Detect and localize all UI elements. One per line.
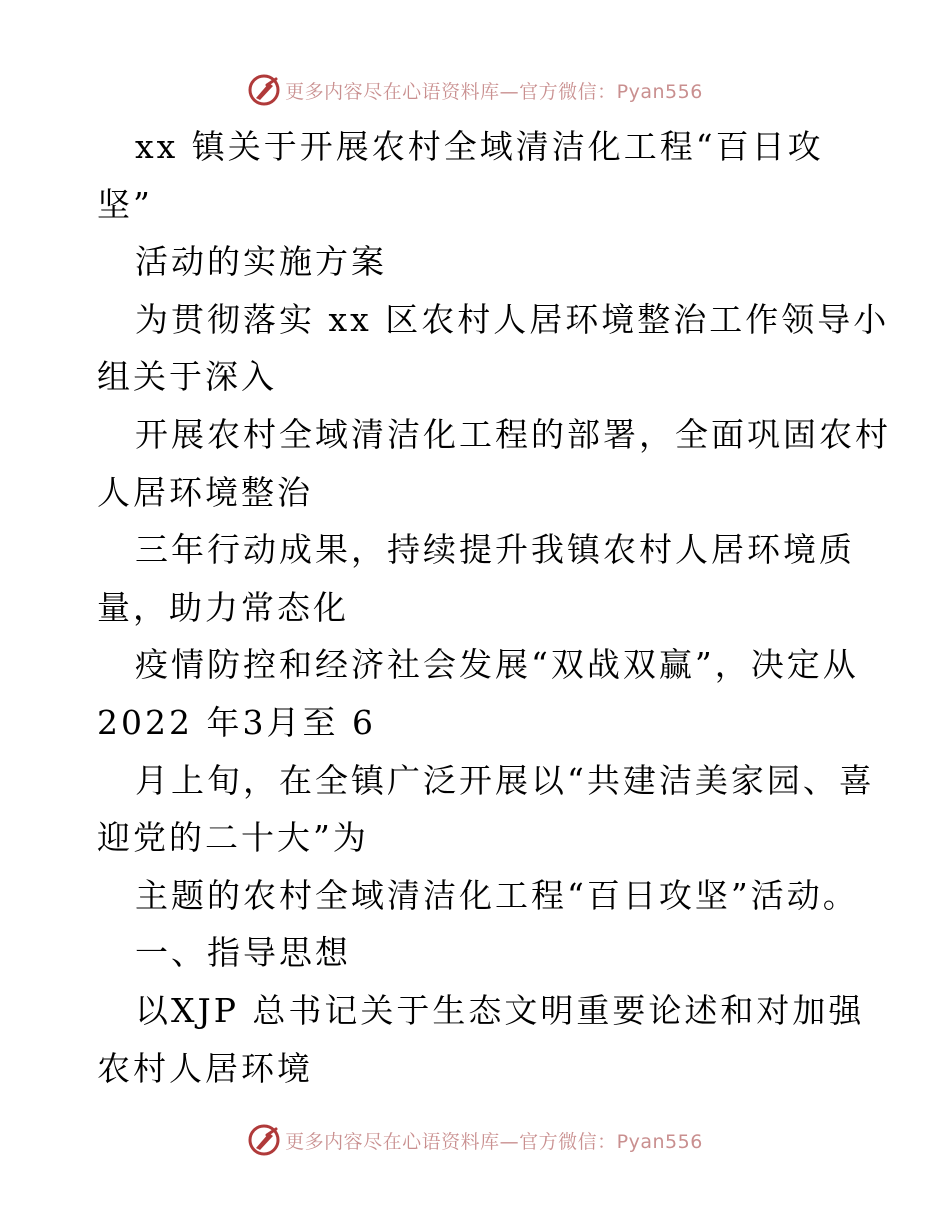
text-line: 为贯彻落实 xx 区农村人居环境整治工作领导小	[135, 299, 890, 339]
section-heading: 一、指导思想	[135, 933, 351, 973]
text-line: 主题的农村全域清洁化工程“百日攻坚”活动。	[135, 875, 859, 915]
brush-logo-icon	[247, 73, 281, 107]
text-line: 月上旬，在全镇广泛开展以“共建洁美家园、喜	[135, 760, 875, 800]
watermark-text: 更多内容尽在心语资料库—官方微信：Pyan556	[285, 80, 703, 103]
text-line: 以XJP 总书记关于生态文明重要论述和对加强	[135, 990, 865, 1030]
text-line: 疫情防控和经济社会发展“双战双赢”，决定从	[135, 645, 859, 685]
text-line: 活动的实施方案	[135, 242, 387, 282]
text-line: xx 镇关于开展农村全域清洁化工程“百日攻	[135, 127, 824, 166]
text-line: 量，助力常态化	[97, 587, 349, 627]
text-line: 开展农村全域清洁化工程的部署，全面巩固农村	[135, 414, 891, 454]
text-line: 三年行动成果，持续提升我镇农村人居环境质	[135, 530, 855, 570]
brush-logo-icon	[247, 1123, 281, 1157]
header-watermark	[0, 70, 950, 110]
text-line: 迎党的二十大”为	[97, 818, 369, 858]
text-line: 人居环境整治	[97, 472, 313, 512]
text-line: 2022 年3月至 6	[97, 702, 376, 742]
text-line: 农村人居环境	[97, 1048, 313, 1088]
watermark-text: 更多内容尽在心语资料库—官方微信：Pyan556	[285, 1130, 703, 1153]
footer-watermark	[0, 1120, 950, 1160]
text-line: 组关于深入	[97, 357, 277, 397]
document-body	[97, 118, 891, 1097]
text-line: 坚”	[97, 184, 153, 224]
